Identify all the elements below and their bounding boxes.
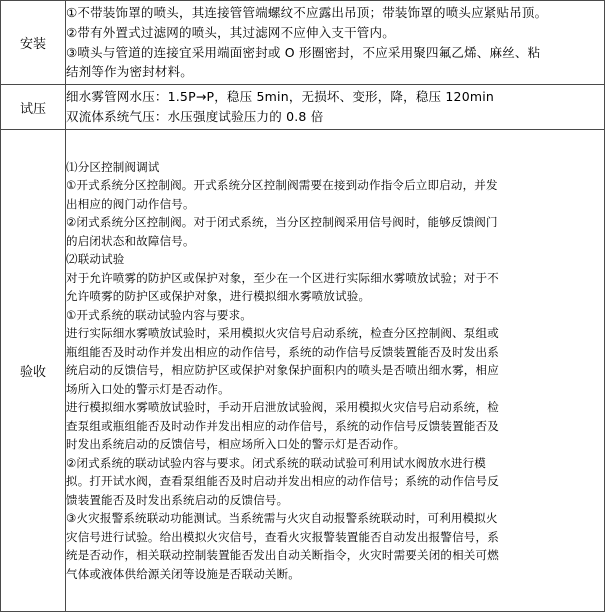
row-label-test: 试压 [1,85,66,130]
text-line: ⑴分区控制阀调试 [66,159,160,174]
text-line: 统启动的反馈信号，相应防护区或保护对象保护面积内的喷头是否喷出细水雾，相应 [66,363,499,378]
text-line: 对于允许喷雾的防护区或保护对象，至少在一个区进行实际细水雾喷放试验；对于不 [66,270,499,285]
row-test [1,85,605,130]
text-line: ⑵联动试验 [66,252,125,267]
row-acceptance [1,130,605,612]
text-line: ②闭式系统分区控制阀。对于闭式系统，当分区控制阀采用信号阀时，能够反馈阀门 [66,215,498,230]
text-line: 出相应的阀门动作信号。 [66,196,195,211]
text-line: 允许喷雾的防护区或保护对象，进行模拟细水雾喷放试验。 [66,289,371,304]
text-line: ③喷头与管道的连接宜采用端面密封或 O 形圈密封，不应采用聚四氟乙烯、麻丝、粘 [66,44,541,60]
text-line: 时发出系统启动的反馈信号，相应场所入口处的警示灯是否动作。 [66,437,406,452]
text-line: 查泵组或瓶组能否及时动作并发出相应的动作信号，系统的动作信号反馈装置能否及 [66,418,499,433]
text-line: 结剂等作为密封材料。 [66,64,194,80]
text-line: ②带有外置式过滤网的喷头，其过滤网不应伸入支干管内。 [66,24,395,40]
text-line: 的启闭状态和故障信号。 [66,233,195,248]
text-line: 馈装置能否及时发出系统启动的反馈信号。 [66,492,289,507]
text-line: 进行模拟细水雾喷放试验时，手动开启泄放试验阀，采用模拟火灾信号启动系统，检 [66,400,499,415]
text-line: 场所入口处的警示灯是否动作。 [66,381,230,396]
text-line: 灾信号进行试验。给出模拟火灾信号，查看火灾报警装置能否自动发出报警信号，系 [66,529,499,544]
text-line: 拟。打开试水阀，查看泵组能否及时启动并发出相应的动作信号；系统的动作信号反 [66,474,499,489]
row-install [1,1,605,85]
text-line: 双流体系统气压：水压强度试验压力的 0.8 倍 [66,109,324,124]
text-line: ①开式系统分区控制阀。开式系统分区控制阀需要在接到动作指令后立即启动，并发 [66,178,498,193]
cell-test [66,85,605,130]
cell-install [66,1,605,85]
text-line: 进行实际细水雾喷放试验时，采用模拟火灾信号启动系统，检查分区控制阀、泵组或 [66,326,499,341]
row-label-acceptance: 验收 [1,130,66,612]
text-line: ②闭式系统的联动试验内容与要求。闭式系统的联动试验可利用试水阀放水进行模 [66,455,487,470]
text-line: 气体或液体供给源关闭等设施是否联动关断。 [66,566,300,581]
text-line: ①不带装饰罩的喷头，其连接管管端螺纹不应露出吊顶；带装饰罩的喷头应紧贴吊顶。 [66,4,548,20]
text-line: 统是否动作，相关联动控制装置能否发出自动关断指令，火灾时需要关闭的相关可燃 [66,548,499,563]
cell-acceptance [66,130,605,612]
row-label-install: 安装 [1,1,66,85]
text-line: ①开式系统的联动试验内容与要求。 [66,307,253,322]
text-line: 瓶组能否及时动作并发出相应的动作信号，系统的动作信号反馈装置能否及时发出系 [66,344,499,359]
text-line: 细水雾管网水压：1.5P→P，稳压 5min，无损坏、变形，降，稳压 120min [66,89,495,105]
text-line: ③火灾报警系统联动功能测试。当系统需与火灾自动报警系统联动时，可利用模拟火 [66,511,498,526]
